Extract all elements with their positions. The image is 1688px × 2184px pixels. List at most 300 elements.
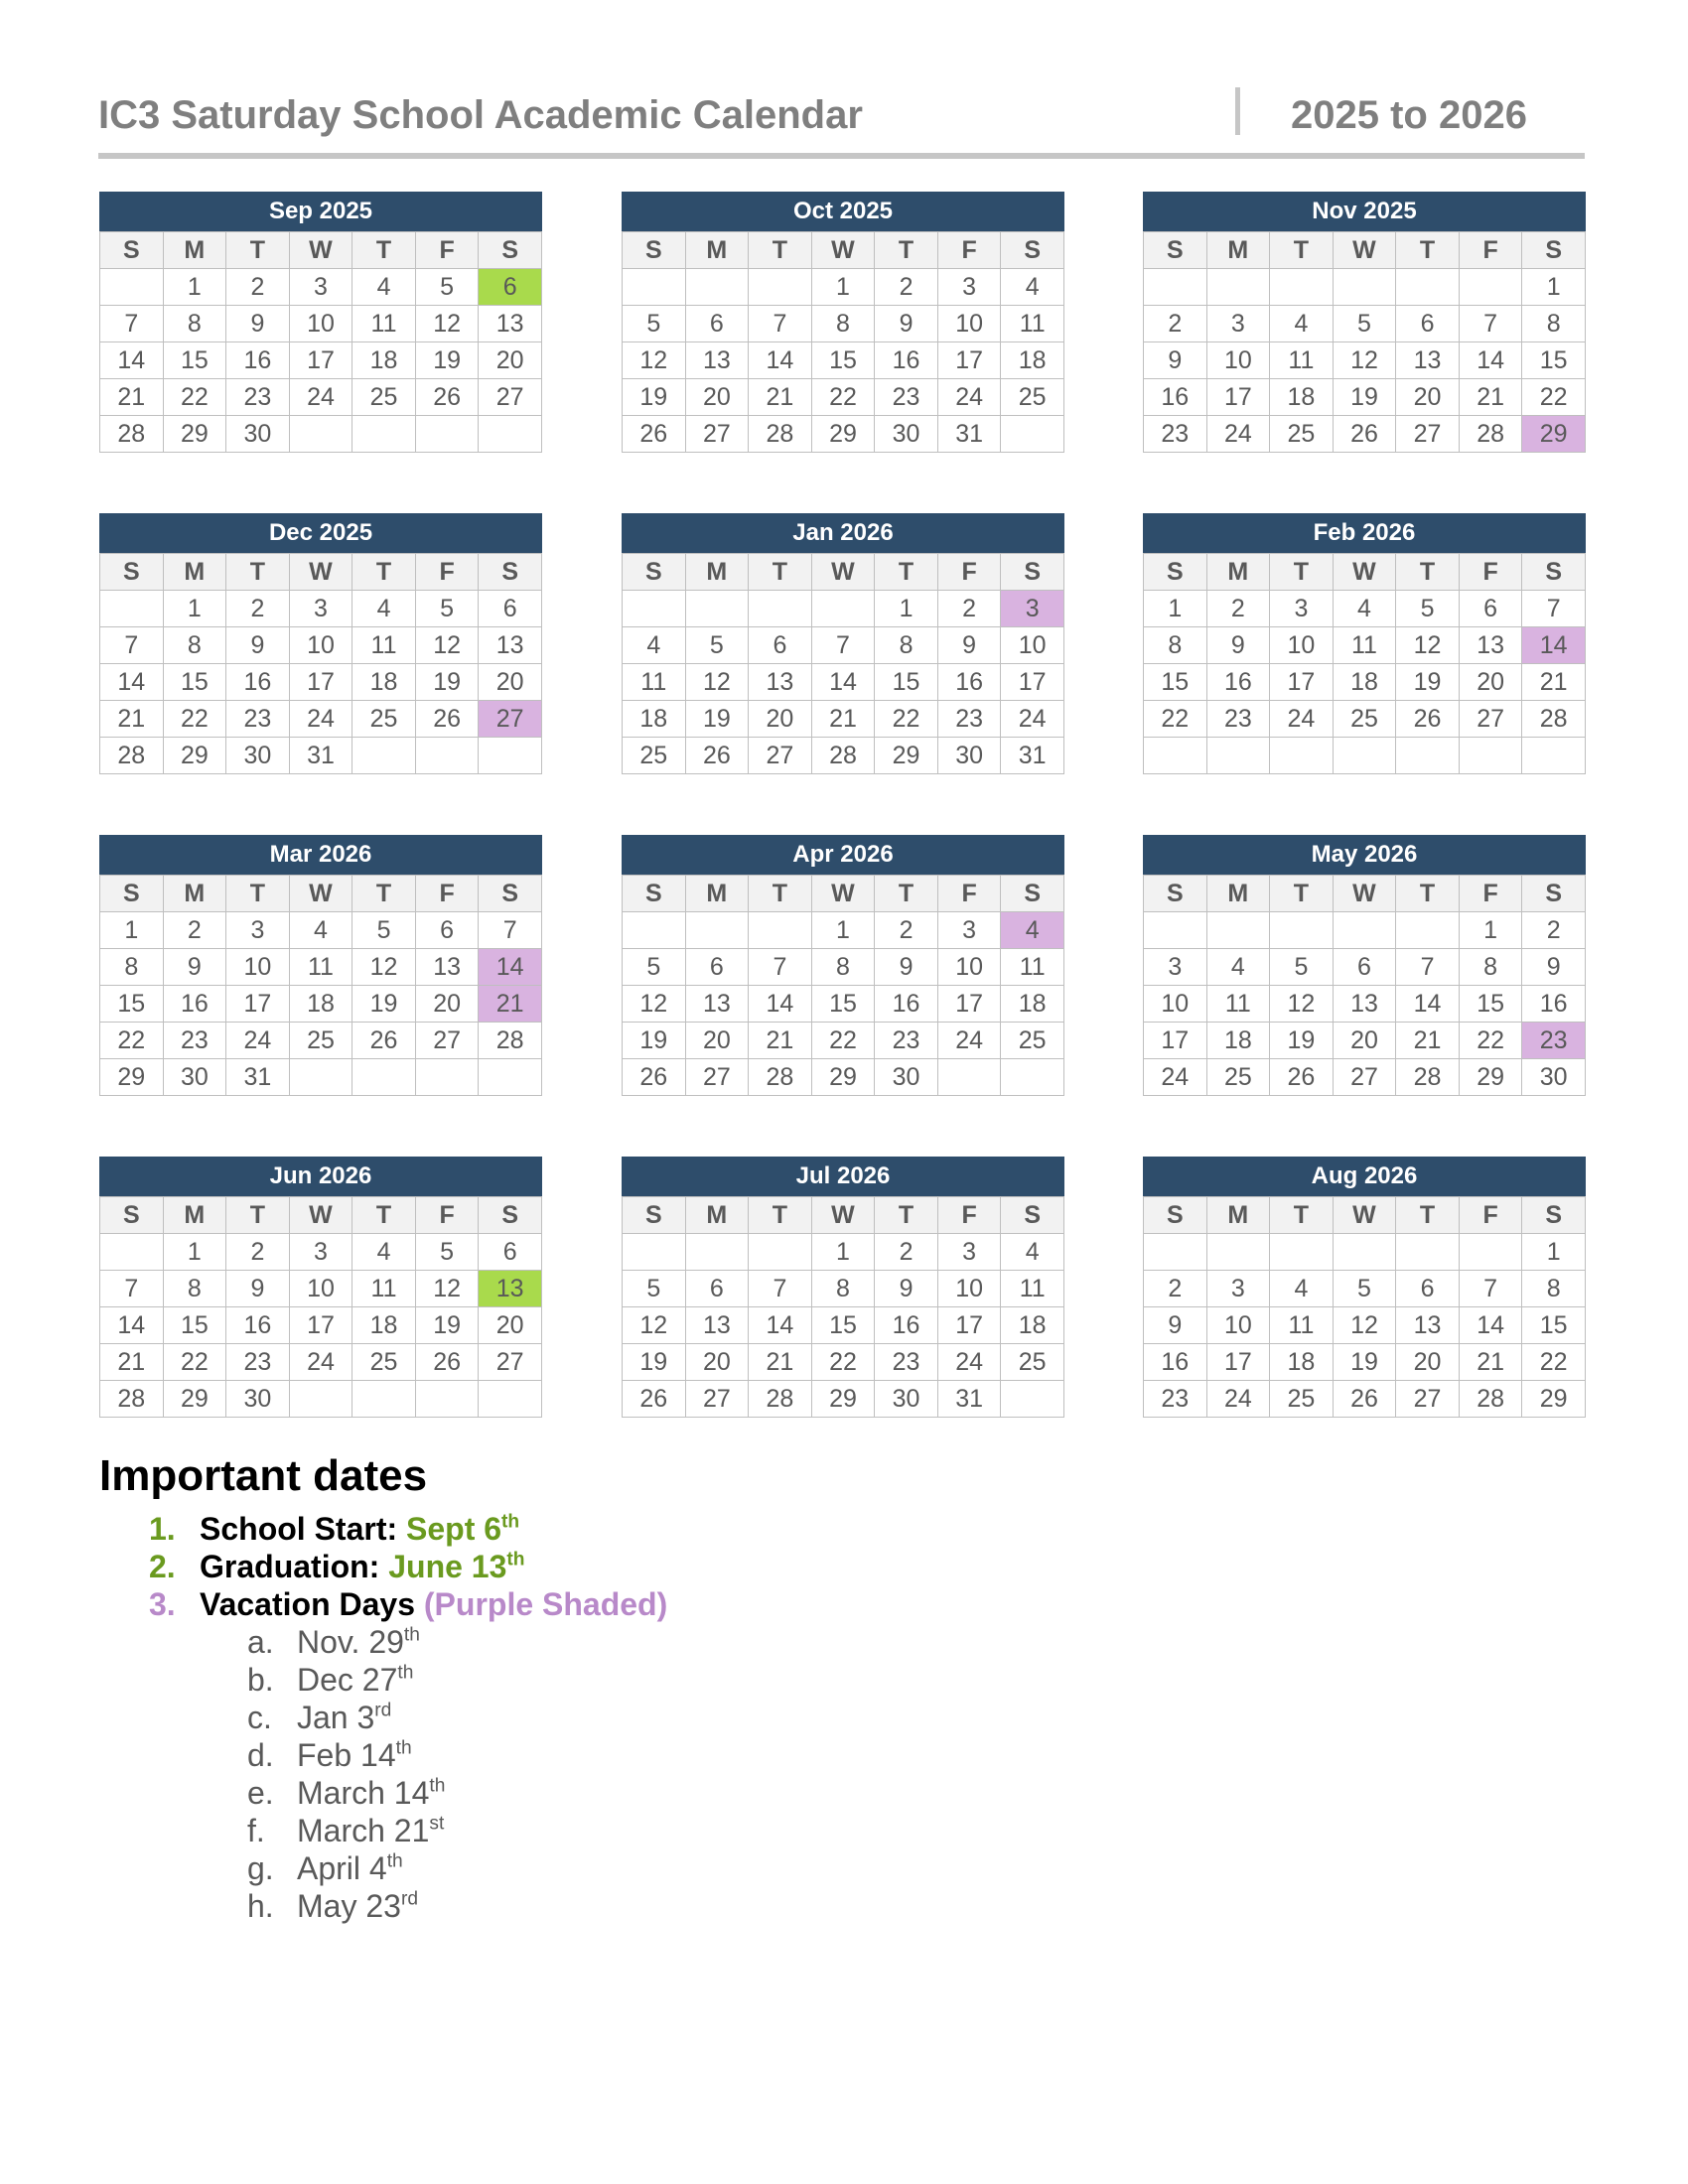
day-cell: 3 <box>1206 1271 1270 1307</box>
list-letter: c. <box>247 1700 272 1735</box>
week-row <box>100 379 542 416</box>
weekday-label: S <box>479 1197 542 1234</box>
day-cell: 13 <box>1333 986 1396 1023</box>
day-cell: 19 <box>415 342 479 379</box>
empty-day-cell <box>479 416 542 453</box>
month-calendar <box>99 835 542 1096</box>
day-cell: 10 <box>226 949 290 986</box>
week-row <box>623 664 1064 701</box>
day-cell: 1 <box>1522 269 1586 306</box>
weekday-header-row <box>623 1197 1064 1234</box>
day-cell: 18 <box>352 1307 416 1344</box>
day-cell: 31 <box>937 1381 1001 1418</box>
day-cell: 18 <box>352 664 416 701</box>
weekday-label: S <box>100 554 164 591</box>
day-cell: 3 <box>1206 306 1270 342</box>
empty-day-cell <box>100 1234 164 1271</box>
weekday-label: T <box>226 554 290 591</box>
week-row <box>623 1234 1064 1271</box>
day-cell: 13 <box>1396 1307 1460 1344</box>
weekday-label: S <box>1522 232 1586 269</box>
day-cell: 23 <box>226 379 290 416</box>
weekday-label: F <box>1459 554 1522 591</box>
day-cell: 10 <box>937 306 1001 342</box>
weekday-header-row <box>623 554 1064 591</box>
year-range: 2025 to 2026 <box>1291 93 1527 137</box>
day-cell: 2 <box>163 912 226 949</box>
week-row <box>100 1023 542 1059</box>
day-cell: 27 <box>749 738 812 774</box>
day-cell: 20 <box>685 379 749 416</box>
day-cell: 29 <box>163 738 226 774</box>
day-cell: 6 <box>479 1234 542 1271</box>
month-calendar <box>1143 513 1586 774</box>
day-cell: 8 <box>811 1271 875 1307</box>
day-cell: 8 <box>163 627 226 664</box>
day-cell: 4 <box>352 1234 416 1271</box>
day-cell: 6 <box>1396 1271 1460 1307</box>
week-row <box>100 1307 542 1344</box>
day-cell: 14 <box>1459 1307 1522 1344</box>
day-cell: 2 <box>226 1234 290 1271</box>
week-row <box>623 1271 1064 1307</box>
week-row <box>623 416 1064 453</box>
weekday-label: S <box>1522 1197 1586 1234</box>
day-cell: 18 <box>1001 986 1064 1023</box>
weekday-label: T <box>352 232 416 269</box>
day-cell: 29 <box>163 416 226 453</box>
day-cell: 11 <box>1206 986 1270 1023</box>
vacation-list-item <box>99 1737 1092 1775</box>
day-cell: 26 <box>685 738 749 774</box>
day-cell: 13 <box>685 342 749 379</box>
day-cell: 25 <box>352 1344 416 1381</box>
day-cell: 25 <box>1001 1023 1064 1059</box>
day-cell: 17 <box>289 664 352 701</box>
weekday-label: T <box>226 876 290 912</box>
weekday-label: T <box>1270 554 1334 591</box>
calendar-grid <box>99 192 1589 1433</box>
empty-day-cell <box>1206 912 1270 949</box>
empty-day-cell <box>289 1059 352 1096</box>
week-row <box>623 986 1064 1023</box>
weekday-header-row <box>100 1197 542 1234</box>
day-cell: 8 <box>1144 627 1207 664</box>
day-cell: 2 <box>226 269 290 306</box>
day-cell: 12 <box>415 1271 479 1307</box>
day-cell: 6 <box>1459 591 1522 627</box>
list-letter: g. <box>247 1850 274 1886</box>
day-cell: 27 <box>685 416 749 453</box>
day-cell: 8 <box>100 949 164 986</box>
day-cell: 18 <box>1270 1344 1334 1381</box>
month-calendar <box>99 192 542 453</box>
day-cell: 28 <box>1459 416 1522 453</box>
empty-day-cell <box>1522 738 1586 774</box>
week-row <box>1144 306 1586 342</box>
week-row <box>1144 591 1586 627</box>
vacation-day-cell: 3 <box>1001 591 1064 627</box>
day-cell: 18 <box>1270 379 1334 416</box>
empty-day-cell <box>479 1381 542 1418</box>
day-cell: 9 <box>226 627 290 664</box>
day-cell: 26 <box>415 1344 479 1381</box>
day-cell: 11 <box>1333 627 1396 664</box>
day-cell: 13 <box>415 949 479 986</box>
weekday-header-row <box>1144 1197 1586 1234</box>
header-divider <box>1235 87 1240 135</box>
week-row <box>100 1271 542 1307</box>
weekday-label: T <box>749 876 812 912</box>
weekday-label: M <box>163 232 226 269</box>
day-cell: 21 <box>100 379 164 416</box>
weekday-label: W <box>811 1197 875 1234</box>
day-cell: 29 <box>1522 1381 1586 1418</box>
month-title: Sep 2025 <box>99 192 542 231</box>
empty-day-cell <box>685 1234 749 1271</box>
day-cell: 6 <box>685 306 749 342</box>
day-cell: 12 <box>1270 986 1334 1023</box>
day-cell: 18 <box>1206 1023 1270 1059</box>
day-cell: 9 <box>875 306 938 342</box>
weekday-label: F <box>937 1197 1001 1234</box>
weekday-label: S <box>623 554 686 591</box>
day-cell: 2 <box>1144 1271 1207 1307</box>
day-cell: 19 <box>623 379 686 416</box>
empty-day-cell <box>1206 269 1270 306</box>
month-calendar <box>622 192 1064 453</box>
day-cell: 4 <box>1001 269 1064 306</box>
day-cell: 7 <box>811 627 875 664</box>
weekday-label: T <box>1396 232 1460 269</box>
day-cell: 19 <box>415 1307 479 1344</box>
day-cell: 8 <box>163 306 226 342</box>
vacation-date: Dec 27th <box>297 1662 414 1698</box>
weekday-label: T <box>1270 232 1334 269</box>
week-row <box>100 1344 542 1381</box>
day-cell: 15 <box>163 1307 226 1344</box>
weekday-label: M <box>1206 876 1270 912</box>
day-cell: 24 <box>937 379 1001 416</box>
weekday-label: T <box>1270 1197 1334 1234</box>
day-cell: 24 <box>289 1344 352 1381</box>
week-row <box>1144 1271 1586 1307</box>
weekday-label: T <box>1396 876 1460 912</box>
day-cell: 26 <box>623 1381 686 1418</box>
day-cell: 2 <box>226 591 290 627</box>
day-cell: 17 <box>1144 1023 1207 1059</box>
weekday-label: S <box>1144 1197 1207 1234</box>
day-cell: 26 <box>1333 416 1396 453</box>
weekday-label: M <box>163 554 226 591</box>
weekday-label: F <box>415 876 479 912</box>
day-cell: 20 <box>749 701 812 738</box>
day-cell: 4 <box>352 591 416 627</box>
day-cell: 9 <box>163 949 226 986</box>
day-cell: 23 <box>875 379 938 416</box>
day-cell: 25 <box>1001 1344 1064 1381</box>
month-calendar <box>1143 1157 1586 1418</box>
day-cell: 5 <box>1333 1271 1396 1307</box>
important-item-graduation <box>99 1549 1092 1586</box>
day-cell: 18 <box>352 342 416 379</box>
day-cell: 6 <box>685 949 749 986</box>
weekday-label: W <box>811 876 875 912</box>
day-cell: 12 <box>1333 1307 1396 1344</box>
day-cell: 11 <box>1001 306 1064 342</box>
day-cell: 21 <box>100 701 164 738</box>
day-cell: 5 <box>415 1234 479 1271</box>
day-cell: 3 <box>289 591 352 627</box>
month-calendar <box>99 513 542 774</box>
day-cell: 15 <box>1522 1307 1586 1344</box>
vacation-date: March 14th <box>297 1775 446 1811</box>
day-cell: 5 <box>415 269 479 306</box>
weekday-label: F <box>937 232 1001 269</box>
day-cell: 16 <box>937 664 1001 701</box>
day-cell: 1 <box>163 1234 226 1271</box>
day-cell: 20 <box>685 1344 749 1381</box>
day-cell: 30 <box>226 738 290 774</box>
day-cell: 12 <box>623 986 686 1023</box>
day-cell: 18 <box>1333 664 1396 701</box>
week-row <box>623 1059 1064 1096</box>
day-cell: 8 <box>1522 1271 1586 1307</box>
vacation-day-cell: 29 <box>1522 416 1586 453</box>
month-title: Aug 2026 <box>1143 1157 1586 1196</box>
day-cell: 14 <box>100 1307 164 1344</box>
weekday-label: W <box>289 1197 352 1234</box>
day-cell: 8 <box>1522 306 1586 342</box>
day-cell: 17 <box>937 986 1001 1023</box>
week-row <box>100 986 542 1023</box>
day-cell: 7 <box>749 306 812 342</box>
day-cell: 20 <box>479 664 542 701</box>
weekday-label: W <box>1333 1197 1396 1234</box>
day-cell: 24 <box>1270 701 1334 738</box>
day-cell: 9 <box>875 1271 938 1307</box>
week-row <box>623 1381 1064 1418</box>
day-cell: 23 <box>226 1344 290 1381</box>
weekday-label: T <box>875 1197 938 1234</box>
weekday-label: S <box>1144 554 1207 591</box>
weekday-header-row <box>100 554 542 591</box>
empty-day-cell <box>685 912 749 949</box>
day-cell: 25 <box>1333 701 1396 738</box>
day-cell: 28 <box>100 416 164 453</box>
weekday-header-row <box>623 876 1064 912</box>
empty-day-cell <box>479 738 542 774</box>
empty-day-cell <box>685 591 749 627</box>
day-cell: 13 <box>685 986 749 1023</box>
vacation-date: Nov. 29th <box>297 1624 420 1660</box>
day-cell: 9 <box>1522 949 1586 986</box>
day-cell: 9 <box>1144 342 1207 379</box>
day-cell: 12 <box>623 342 686 379</box>
important-dates-section <box>99 1451 1092 1926</box>
day-cell: 4 <box>352 269 416 306</box>
empty-day-cell <box>352 1059 416 1096</box>
day-cell: 17 <box>937 1307 1001 1344</box>
day-cell: 21 <box>1459 379 1522 416</box>
day-cell: 29 <box>100 1059 164 1096</box>
day-cell: 29 <box>811 416 875 453</box>
weekday-label: S <box>1144 232 1207 269</box>
day-cell: 27 <box>479 379 542 416</box>
day-cell: 11 <box>1270 1307 1334 1344</box>
weekday-label: F <box>415 554 479 591</box>
day-cell: 15 <box>1144 664 1207 701</box>
day-cell: 28 <box>1396 1059 1460 1096</box>
day-cell: 7 <box>1459 1271 1522 1307</box>
day-cell: 12 <box>352 949 416 986</box>
month-calendar <box>99 1157 542 1418</box>
day-cell: 14 <box>749 986 812 1023</box>
day-cell: 26 <box>623 1059 686 1096</box>
day-cell: 21 <box>749 379 812 416</box>
list-letter: b. <box>247 1662 274 1698</box>
weekday-label: W <box>1333 876 1396 912</box>
month-title: Jul 2026 <box>622 1157 1064 1196</box>
day-cell: 8 <box>163 1271 226 1307</box>
day-cell: 7 <box>100 1271 164 1307</box>
day-cell: 14 <box>1396 986 1460 1023</box>
day-cell: 27 <box>1396 416 1460 453</box>
day-cell: 14 <box>749 342 812 379</box>
week-row <box>1144 949 1586 986</box>
day-cell: 10 <box>1206 1307 1270 1344</box>
day-cell: 15 <box>811 986 875 1023</box>
day-cell: 4 <box>1270 1271 1334 1307</box>
empty-day-cell <box>1001 1381 1064 1418</box>
day-cell: 31 <box>1001 738 1064 774</box>
day-cell: 3 <box>937 912 1001 949</box>
vacation-day-cell: 14 <box>1522 627 1586 664</box>
day-cell: 28 <box>100 1381 164 1418</box>
day-cell: 1 <box>811 912 875 949</box>
day-cell: 22 <box>163 1344 226 1381</box>
day-cell: 5 <box>685 627 749 664</box>
day-cell: 1 <box>811 269 875 306</box>
page-title: IC3 Saturday School Academic Calendar <box>98 93 863 137</box>
item-label: Vacation Days <box>200 1586 424 1622</box>
day-cell: 16 <box>875 342 938 379</box>
day-cell: 3 <box>289 1234 352 1271</box>
week-row <box>100 949 542 986</box>
day-cell: 22 <box>1144 701 1207 738</box>
day-cell: 8 <box>875 627 938 664</box>
empty-day-cell <box>1396 912 1460 949</box>
day-cell: 13 <box>479 306 542 342</box>
day-cell: 22 <box>100 1023 164 1059</box>
weekday-label: S <box>1001 1197 1064 1234</box>
weekday-label: T <box>352 876 416 912</box>
day-cell: 19 <box>685 701 749 738</box>
empty-day-cell <box>1333 269 1396 306</box>
weekday-header-row <box>100 232 542 269</box>
empty-day-cell <box>685 269 749 306</box>
day-cell: 21 <box>749 1023 812 1059</box>
day-cell: 25 <box>1001 379 1064 416</box>
weekday-label: T <box>749 554 812 591</box>
weekday-label: M <box>1206 554 1270 591</box>
day-cell: 19 <box>1333 1344 1396 1381</box>
day-cell: 12 <box>623 1307 686 1344</box>
weekday-label: M <box>685 876 749 912</box>
day-cell: 20 <box>1396 379 1460 416</box>
day-cell: 29 <box>811 1381 875 1418</box>
month-title: Dec 2025 <box>99 513 542 553</box>
weekday-label: T <box>226 1197 290 1234</box>
day-cell: 24 <box>937 1344 1001 1381</box>
month-title: Jan 2026 <box>622 513 1064 553</box>
day-cell: 9 <box>1206 627 1270 664</box>
day-cell: 11 <box>623 664 686 701</box>
empty-day-cell <box>1144 1234 1207 1271</box>
day-cell: 23 <box>875 1344 938 1381</box>
weekday-label: T <box>352 1197 416 1234</box>
important-item-school-start <box>99 1511 1092 1549</box>
day-cell: 16 <box>226 342 290 379</box>
day-cell: 10 <box>1206 342 1270 379</box>
day-cell: 20 <box>1396 1344 1460 1381</box>
month-title: Nov 2025 <box>1143 192 1586 231</box>
week-row <box>100 591 542 627</box>
empty-day-cell <box>1396 269 1460 306</box>
weekday-label: T <box>1270 876 1334 912</box>
vacation-date: May 23rd <box>297 1888 418 1924</box>
day-cell: 31 <box>226 1059 290 1096</box>
day-cell: 18 <box>289 986 352 1023</box>
day-cell: 24 <box>1001 701 1064 738</box>
week-row <box>1144 1059 1586 1096</box>
month-calendar <box>1143 835 1586 1096</box>
week-row <box>1144 912 1586 949</box>
week-row <box>623 627 1064 664</box>
week-row <box>100 627 542 664</box>
day-cell: 14 <box>749 1307 812 1344</box>
empty-day-cell <box>623 912 686 949</box>
day-cell: 11 <box>352 306 416 342</box>
day-cell: 2 <box>875 912 938 949</box>
day-cell: 16 <box>1206 664 1270 701</box>
empty-day-cell <box>811 591 875 627</box>
month-calendar <box>622 513 1064 774</box>
list-letter: e. <box>247 1775 274 1811</box>
day-cell: 17 <box>289 1307 352 1344</box>
month-calendar <box>622 1157 1064 1418</box>
day-cell: 2 <box>1206 591 1270 627</box>
day-cell: 30 <box>226 1381 290 1418</box>
empty-day-cell <box>623 591 686 627</box>
weekday-header-row <box>1144 876 1586 912</box>
day-cell: 21 <box>1459 1344 1522 1381</box>
day-cell: 27 <box>479 1344 542 1381</box>
day-cell: 18 <box>623 701 686 738</box>
weekday-label: W <box>1333 554 1396 591</box>
day-cell: 28 <box>1522 701 1586 738</box>
day-cell: 1 <box>100 912 164 949</box>
day-cell: 16 <box>1144 379 1207 416</box>
day-cell: 24 <box>1144 1059 1207 1096</box>
day-cell: 20 <box>1333 1023 1396 1059</box>
empty-day-cell <box>289 1381 352 1418</box>
day-cell: 10 <box>1144 986 1207 1023</box>
day-cell: 14 <box>811 664 875 701</box>
day-cell: 25 <box>1270 1381 1334 1418</box>
day-cell: 13 <box>749 664 812 701</box>
day-cell: 5 <box>352 912 416 949</box>
